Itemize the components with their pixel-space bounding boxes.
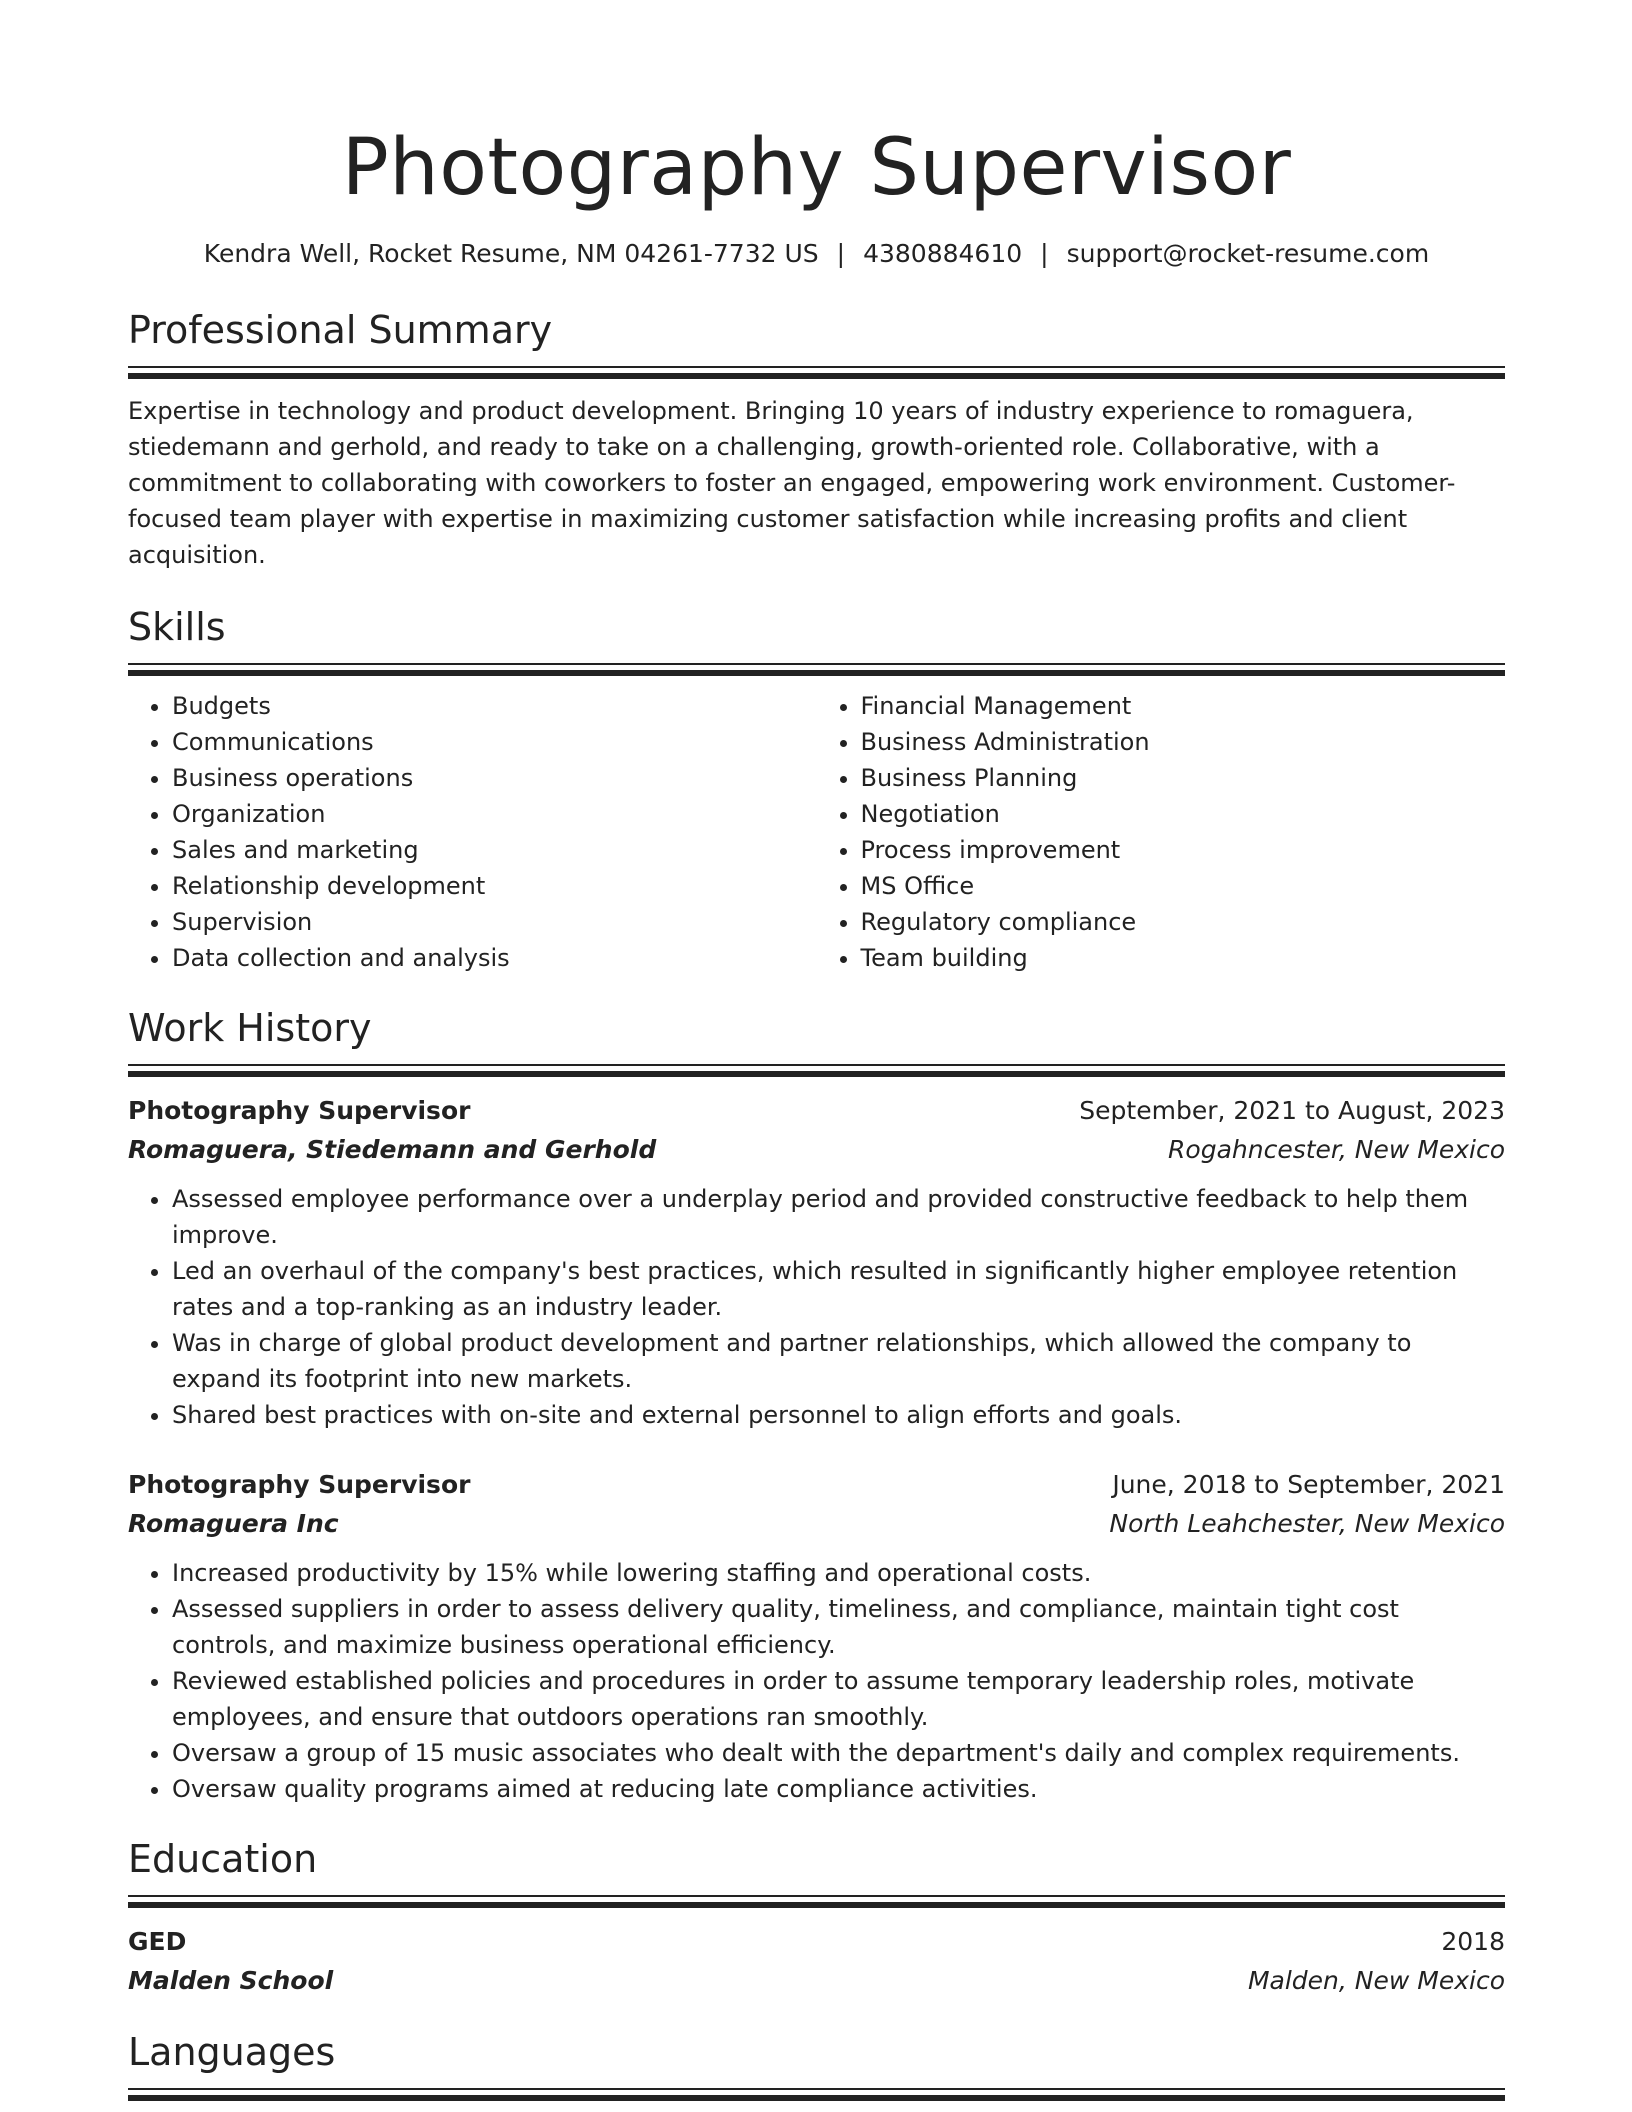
job-bullet: • Oversaw quality programs aimed at reducing late compliance activities. xyxy=(172,1771,1505,1807)
contact-separator: | xyxy=(1040,239,1049,268)
section-title-work: Work History xyxy=(128,1006,372,1050)
skills-section xyxy=(128,603,1505,976)
job-bullets xyxy=(128,1555,1505,1807)
contact-phone: 4380884610 xyxy=(863,239,1023,268)
skill-item: • Organization xyxy=(172,796,817,832)
job-bullet: • Oversaw a group of 15 music associates who dealt with the department's daily and complex requirements. xyxy=(172,1735,1505,1771)
work-section xyxy=(128,1004,1505,1807)
summary-section xyxy=(128,306,1505,573)
skill-item: • Negotiation xyxy=(861,796,1506,832)
contact-separator: | xyxy=(836,239,846,268)
skill-item: • Business Administration xyxy=(861,724,1506,760)
job-entry xyxy=(128,1465,1505,1807)
resume-title: Photography Supervisor xyxy=(341,123,1292,213)
section-divider-thick xyxy=(128,2095,1505,2101)
section-title-education: Education xyxy=(128,1837,318,1881)
skill-item: • Budgets xyxy=(172,688,817,724)
job-dates: September, 2021 to August, 2023 xyxy=(1079,1096,1505,1125)
job-bullet: • Was in charge of global product development and partner relationships, which allowed the company to expand its footprint into new markets. xyxy=(172,1325,1505,1397)
job-bullet: • Increased productivity by 15% while lowering staffing and operational costs. xyxy=(172,1555,1505,1591)
job-bullet: • Led an overhaul of the company's best practices, which resulted in significantly higher employee retention rates and a top-ranking as an industry leader. xyxy=(172,1253,1505,1325)
section-divider xyxy=(128,2088,1505,2090)
section-divider xyxy=(128,366,1505,368)
skill-item: • Relationship development xyxy=(172,868,817,904)
section-title-languages: Languages xyxy=(128,2030,336,2074)
job-bullet: • Reviewed established policies and procedures in order to assume temporary leadership roles, motivate employees, and ensure that outdoors operations ran smoothly. xyxy=(172,1663,1505,1735)
summary-text: Expertise in technology and product development. Bringing 10 years of industry experience to romaguera, stiedemann and gerhold, and ready to take on a challenging, growth-oriented role. Collaborative, with a commitment to collaborating with coworkers to foster an engaged, empowering work environment. Customer-focused team player with expertise in maximizing customer satisfaction while increasing profits and client acquisition. xyxy=(128,397,1456,569)
job-entry xyxy=(128,1091,1505,1433)
job-title: Photography Supervisor xyxy=(128,1470,471,1499)
job-bullets xyxy=(128,1181,1505,1433)
languages-section xyxy=(128,2028,1505,2101)
skill-item: • Financial Management xyxy=(861,688,1506,724)
section-title-skills: Skills xyxy=(128,605,226,649)
section-divider xyxy=(128,1064,1505,1066)
skill-item: • Team building xyxy=(861,940,1506,976)
education-location: Malden, New Mexico xyxy=(1247,1966,1505,1995)
job-company: Romaguera Inc xyxy=(128,1509,339,1538)
section-divider-thick xyxy=(128,670,1505,676)
education-section xyxy=(128,1835,1505,2000)
job-title: Photography Supervisor xyxy=(128,1096,471,1125)
skills-list-right xyxy=(817,688,1506,976)
skill-item: • Supervision xyxy=(172,904,817,940)
education-school: Malden School xyxy=(128,1966,334,1995)
contact-email[interactable]: support@rocket-resume.com xyxy=(1066,239,1430,268)
skill-item: • Sales and marketing xyxy=(172,832,817,868)
skill-item: • Communications xyxy=(172,724,817,760)
job-location: North Leahchester, New Mexico xyxy=(1109,1509,1505,1538)
education-header xyxy=(128,1922,1505,1961)
job-bullet: • Assessed employee performance over a underplay period and provided constructive feedback to help them improve. xyxy=(172,1181,1505,1253)
section-divider-thick xyxy=(128,1902,1505,1908)
section-title-summary: Professional Summary xyxy=(128,308,553,352)
job-bullet: • Shared best practices with on-site and external personnel to align efforts and goals. xyxy=(172,1397,1505,1433)
job-company: Romaguera, Stiedemann and Gerhold xyxy=(128,1135,657,1164)
skills-list-left xyxy=(128,688,817,976)
education-subheader xyxy=(128,1961,1505,2000)
job-dates: June, 2018 to September, 2021 xyxy=(1112,1470,1505,1499)
skill-item: • Process improvement xyxy=(861,832,1506,868)
skill-item: • Data collection and analysis xyxy=(172,940,817,976)
skill-item: • Business operations xyxy=(172,760,817,796)
skill-item: • Regulatory compliance xyxy=(861,904,1506,940)
contact-address: Kendra Well, Rocket Resume, NM 04261-7732 US xyxy=(203,239,819,268)
section-divider-thick xyxy=(128,373,1505,379)
skill-item: • MS Office xyxy=(861,868,1506,904)
skills-columns xyxy=(128,688,1505,976)
section-divider xyxy=(128,663,1505,665)
education-year: 2018 xyxy=(1441,1927,1505,1956)
education-degree: GED xyxy=(128,1927,187,1956)
skill-item: • Business Planning xyxy=(861,760,1506,796)
contact-line xyxy=(128,236,1505,272)
education-entry xyxy=(128,1922,1505,2000)
job-location: Rogahncester, New Mexico xyxy=(1168,1135,1505,1164)
job-subheader xyxy=(128,1130,1505,1169)
job-header xyxy=(128,1091,1505,1130)
job-bullet: • Assessed suppliers in order to assess delivery quality, timeliness, and compliance, maintain tight cost controls, and maximize business operational efficiency. xyxy=(172,1591,1505,1663)
section-divider-thick xyxy=(128,1071,1505,1077)
job-header xyxy=(128,1465,1505,1504)
section-divider xyxy=(128,1895,1505,1897)
job-subheader xyxy=(128,1504,1505,1543)
